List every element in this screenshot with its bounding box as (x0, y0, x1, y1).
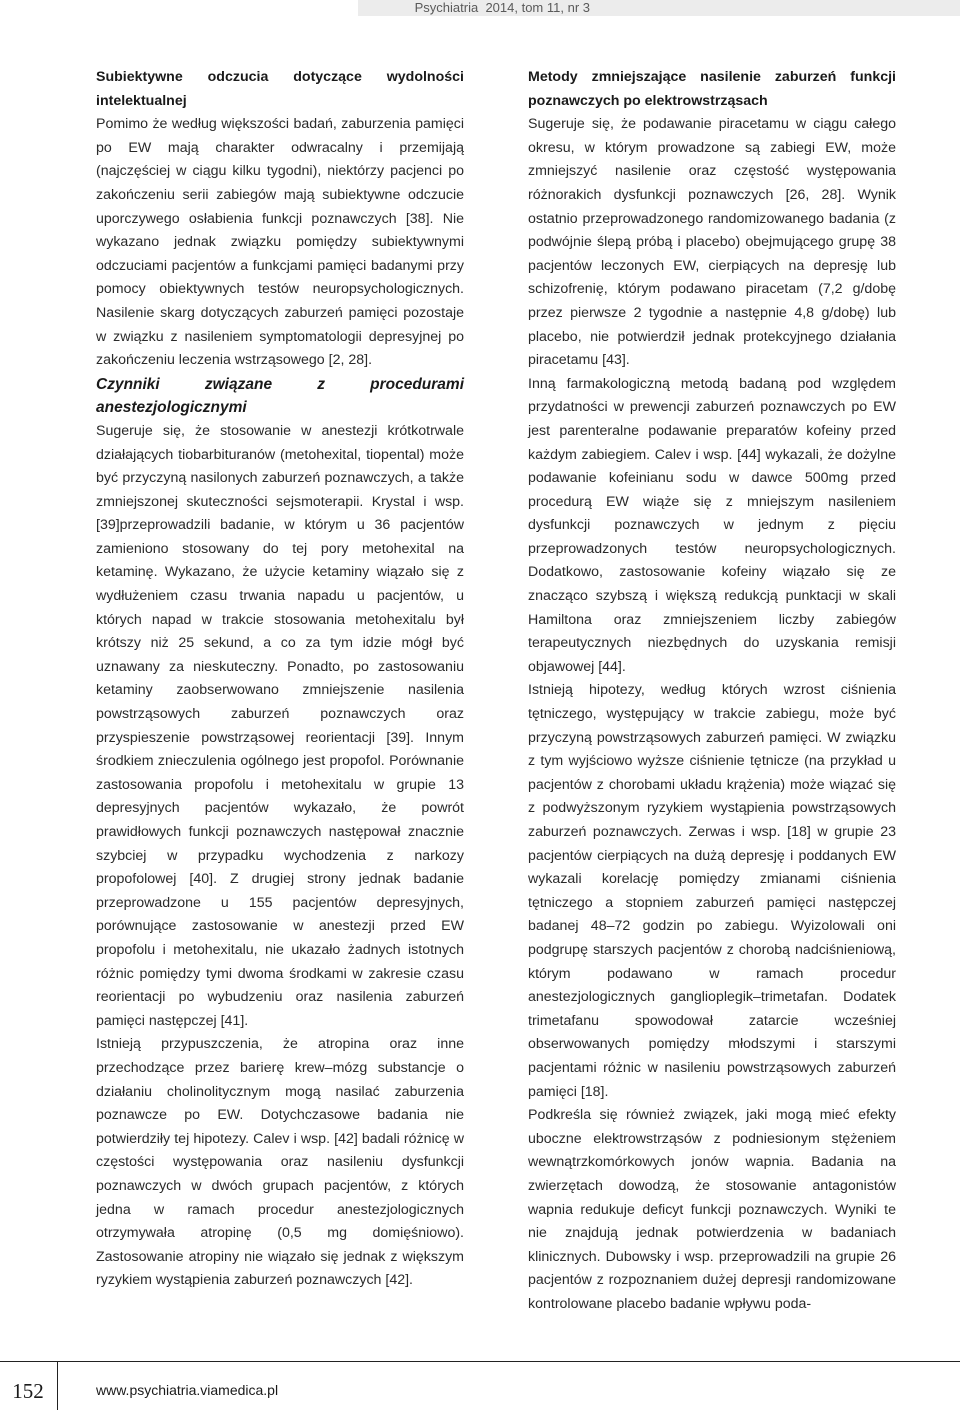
paragraph: Istnieją hipotezy, według których wzrost ciśnienia tętniczego, występujący w trakcie zabiegu, może być przyczyną powstrząsowych zaburzeń pamięci. W związku z tym wyjściowo wyższe ciśnienie tętnicze (na przykład u pacjentów z chorobami układu krążenia) może wiązać się z podwyższonym ryzykiem wystąpienia powstrząsowych zaburzeń poznawczych. Zerwas i wsp. [18] w grupie 23 pacjentów cierpiących na dużą depresję i poddanych EW wykazali korelację pomiędzy zmianami ciśnienia tętniczego a stopniem zaburzeń pamięci następczej badanej 48–72 godzin po zabiegu. Wyizolowali oni podgrupę starszych pacjentów z chorobą nadciśnieniową, którym podawano w ramach procedur anestezjologicznych ganglioplegik–trimetafan. Dodatek trimetafanu spowodował zatarcie wcześniej obserwowanych pomiędzy młodszymi i starszymi pacjentami różnic w nasileniu powstrząsowych zaburzeń pamięci [18]. (528, 682, 896, 1100)
section-heading-methods: Metody zmniejszające nasilenie zaburzeń funkcji poznawczych po elektrowstrząsach (528, 69, 896, 109)
footer-url-link[interactable]: www.psychiatria.viamedica.pl (96, 1382, 279, 1398)
paragraph: Sugeruje się, że stosowanie w anestezji krótkotrwale działających tiobarbituranów (metohexital, tiopental) może być przyczyną nasilonych zaburzeń poznawczych, a także zmniejszonej skuteczności sejsmoterapii. Krystal i wsp. [39]przeprowadzili badanie, w którym u 36 pacjentów zamieniono stosowany do tej pory metohexital na ketaminę. Wykazano, że użycie ketaminy wiązało się z wydłużeniem czasu trwania napadu u pacjentów, u których napad w trakcie stosowania metohexitalu był krótszy niż 25 sekund, a co za tym idzie mógł być uznawany za nieskuteczny. Ponadto, po zastosowaniu ketaminy zaobserwowano zmniejszenie nasilenia powstrząsowych zaburzeń poznawczych oraz przyspieszenie powstrząsowej reorientacji [39]. Innym środkiem znieczulenia ogólnego jest propofol. Porównanie zastosowania propofolu i metohexitalu w grupie 13 depresyjnych pacjentów wykazało, że powrót prawidłowych funkcji poznawczych następował znacznie szybciej w przypadku wychodzenia z narkozy propofolowej [40]. Z drugiej strony jednak badanie przeprowadzone u 155 pacjentów depresyjnych, porównujące zastosowanie w anestezji przed EW propofolu i metohexitalu, nie ukazało żadnych istotnych różnic pomiędzy tymi dwoma środkami w zakresie czasu reorientacji po wybudzeniu oraz nasilenia zaburzeń pamięci następczej [41]. (96, 422, 464, 1029)
paragraph: Podkreśla się również związek, jaki mogą mieć efekty uboczne elektrowstrząsów z podniesionym stężeniem wewnątrzkomórkowych jonów wapnia. Badania na zwierzętach dowodzą, że stosowanie antagonistów wapnia redukuje deficyt funkcji poznawczych. Wyniki te nie znajdują jednak potwierdzenia w badaniach klinicznych. Dubowsky i wsp. przeprowadzili na grupie 26 pacjentów z rozpoznaniem dużej depresji randomizowane kontrolowane placebo badanie wpływu poda- (528, 1107, 896, 1312)
journal-info: Psychiatria 2014, tom 11, nr 3 (414, 0, 590, 15)
running-head (358, 0, 960, 16)
right-column (528, 66, 896, 1316)
section-heading-subjective: Subiektywne odczucia dotyczące wydolności intelektualnej (96, 69, 464, 109)
paragraph: Istnieją przypuszczenia, że atropina oraz inne przechodzące przez barierę krew–mózg substancje o działaniu cholinolitycznym mogą nasilać zaburzenia poznawcze po EW. Dotychczasowe badania nie potwierdziły tej hipotezy. Calev i wsp. [42] badali różnicę w częstości występowania oraz nasileniu dysfunkcji poznawczych w dwóch grupach pacjentów, z których jedna w ramach procedur anestezjologicznych otrzymywała atropinę (0,5 mg domięśniowo). Zastosowanie atropiny nie wiązało się jednak z większym ryzykiem wystąpienia zaburzeń poznawczych [42]. (96, 1036, 464, 1289)
footer-vertical-rule (57, 1361, 58, 1410)
paragraph: Pomimo że według większości badań, zaburzenia pamięci po EW mają charakter odwracalny i przemijają (najczęściej w ciągu kilku tygodni), niektórzy pacjenci po zakończeniu serii zabiegów mają subiektywne odczucie uporczywego osłabienia funkcji poznawczych [38]. Nie wykazano jednak związku pomiędzy subiektywnymi odczuciami pacjentów a funkcjami pamięci badanymi przy pomocy obiektywnych testów neuropsychologicznych. Nasilenie skarg dotyczących zaburzeń pamięci pozostaje w związku z nasileniem symptomatologii depresyjnej po zakończeniu leczenia wstrząsowego [2, 28]. (96, 116, 464, 369)
left-column (96, 66, 464, 1293)
paragraph: Sugeruje się, że podawanie piracetamu w ciągu całego okresu, w którym prowadzone są zabiegi EW, może zmniejszyć nasilenie oraz częstość występowania różnorakich dysfunkcji poznawczych [26, 28]. Wynik ostatnio przeprowadzonego randomizowanego badania (z podwójnie ślepą próbą i placebo) obejmującego grupę 38 pacjentów leczonych EW, cierpiących na depresję lub schizofrenię, którym podawano piracetam (7,2 g/dobę przez pierwsze 2 tygodnie a następnie 4,8 g/dobę) lub placebo, nie potwierdził jednak protekcyjnego działania piracetamu [43]. (528, 116, 896, 369)
page-number: 152 (12, 1379, 44, 1403)
footer-divider (0, 1361, 960, 1362)
paragraph: Inną farmakologiczną metodą badaną pod względem przydatności w prewencji zaburzeń poznawczych po EW jest parenteralne podawanie preparatów kofeiny przed każdym zabiegiem. Calev i wsp. [44] wykazali, że dożylne podawanie kofeinianu sodu w dawce 500mg przed procedurą EW wiąże się z mniejszym nasileniem dysfunkcji poznawczych w jednym z pięciu przeprowadzonych testów neuropsychologicznych. Dodatkowo, zastosowanie kofeiny wiązało się ze znacząco szybszą i większą redukcją punktacji w skali Hamiltona oraz zmniejszeniem liczby zabiegów terapeutycznych niezbędnych do uzyskania remisji objawowej [44]. (528, 375, 896, 675)
section-heading-anesthesia: Czynniki związane z procedurami anestezjologicznymi (96, 375, 464, 417)
